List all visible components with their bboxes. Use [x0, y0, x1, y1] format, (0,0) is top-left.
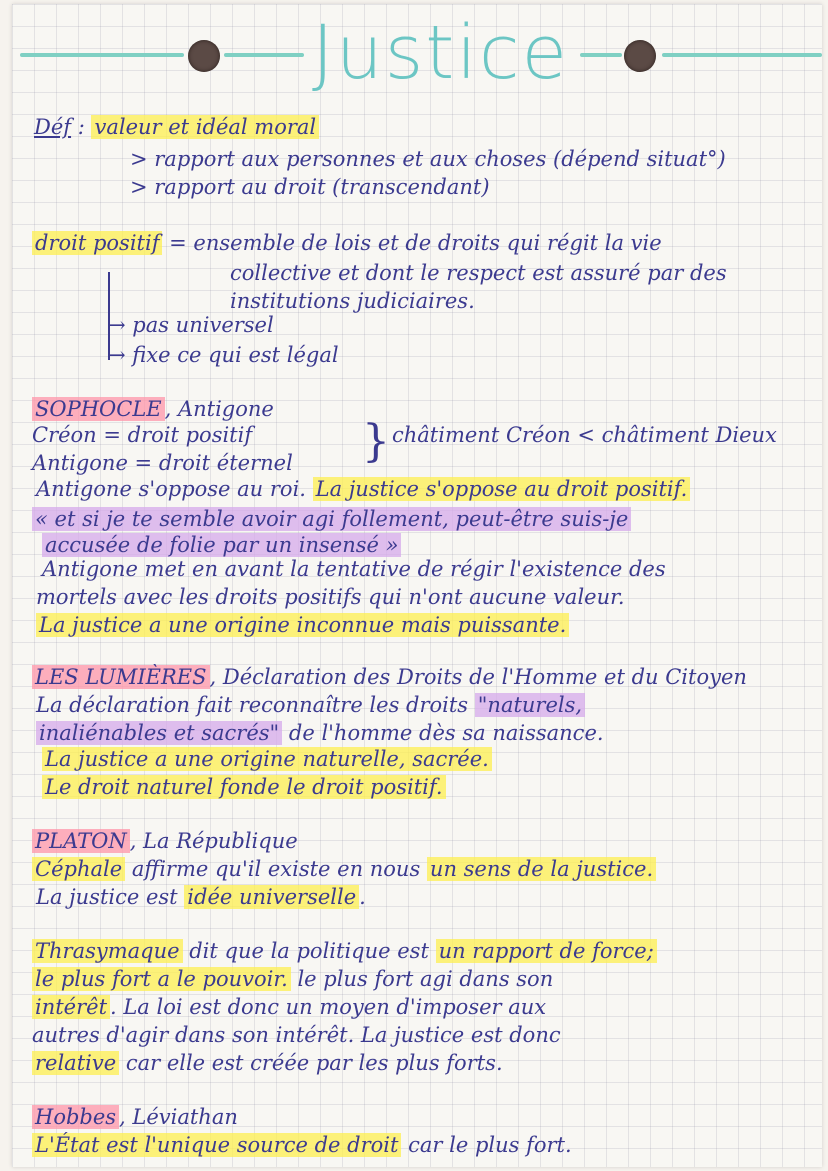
- line-segment: La justice s'oppose au droit positif.: [313, 477, 691, 501]
- line-segment: un rapport de force;: [436, 939, 657, 963]
- line-t1: [32, 938, 657, 964]
- line-segment: Le droit naturel fonde le droit positif.: [42, 775, 446, 799]
- line-s7: [42, 556, 666, 582]
- line-segment: idée universelle: [184, 885, 359, 909]
- line-h2: [32, 1132, 572, 1158]
- line-segment: accusée de folie par un insensé »: [42, 533, 401, 557]
- line-segment: Antigone s'oppose au roi.: [36, 477, 313, 501]
- line-segment: > rapport aux personnes et aux choses (dépend situat°): [130, 147, 726, 171]
- title-rule-right: [662, 53, 822, 57]
- line-def: [34, 114, 319, 140]
- line-segment: .: [359, 885, 366, 909]
- title-rule-left: [20, 53, 184, 57]
- line-segment: LES LUMIÈRES: [32, 665, 210, 689]
- line-s8: [36, 584, 625, 610]
- line-p2: [32, 856, 656, 882]
- line-segment: , Déclaration des Droits de l'Homme et du Citoyen: [209, 665, 747, 689]
- line-t3: [32, 994, 546, 1020]
- line-l2: [36, 692, 585, 718]
- line-segment: inaliénables et sacrés": [36, 721, 282, 745]
- notebook-page: [12, 4, 822, 1167]
- line-segment: La justice a une origine naturelle, sacrée.: [42, 747, 492, 771]
- line-dp2: [230, 260, 727, 286]
- punch-hole-left: [188, 40, 220, 72]
- line-segment: le plus fort agi dans son: [290, 967, 554, 991]
- line-segment: Thrasymaque: [32, 939, 183, 963]
- line-segment: valeur et idéal moral: [91, 115, 319, 139]
- line-segment: "naturels,: [475, 693, 585, 717]
- punch-hole-right: [624, 40, 656, 72]
- line-segment: :: [71, 115, 92, 139]
- line-segment: La justice est: [36, 885, 185, 909]
- line-segment: . La loi est donc un moyen d'imposer aux: [110, 995, 547, 1019]
- line-t5: [32, 1050, 503, 1076]
- line-p1: [32, 828, 298, 854]
- line-h1: [32, 1104, 238, 1130]
- line-dp5: [108, 342, 339, 368]
- line-dp4: [108, 312, 274, 338]
- line-segment: autres d'agir dans son intérêt. La justice est donc: [32, 1023, 561, 1047]
- line-segment: Hobbes: [32, 1105, 119, 1129]
- line-segment: , Léviathan: [119, 1105, 238, 1129]
- line-segment: un sens de la justice.: [427, 857, 656, 881]
- line-segment: de l'homme dès sa naissance.: [282, 721, 604, 745]
- line-segment: → pas universel: [108, 313, 274, 337]
- line-segment: relative: [32, 1051, 119, 1075]
- line-segment: affirme qu'il existe en nous: [125, 857, 427, 881]
- line-segment: Céphale: [32, 857, 125, 881]
- line-s2: [32, 422, 252, 448]
- line-dp1: [32, 230, 662, 256]
- line-segment: institutions judiciaires.: [230, 289, 475, 313]
- line-l3: [36, 720, 604, 746]
- line-segment: car le plus fort.: [401, 1133, 572, 1157]
- line-segment: , La République: [129, 829, 298, 853]
- line-segment: mortels avec les droits positifs qui n'ont aucune valeur.: [36, 585, 625, 609]
- line-s3: [32, 450, 293, 476]
- line-l4: [42, 746, 492, 772]
- line-segment: « et si je te semble avoir agi follement, peut-être suis-je: [32, 507, 631, 531]
- line-s5: [32, 506, 631, 532]
- line-l5: [42, 774, 446, 800]
- page-title: Justice: [312, 10, 570, 96]
- line-s2b: [392, 422, 777, 448]
- line-segment: → fixe ce qui est légal: [108, 343, 339, 367]
- title-rule-mid-left: [224, 53, 304, 57]
- line-s1: [32, 396, 274, 422]
- line-segment: La déclaration fait reconnaître les droits: [36, 693, 475, 717]
- line-segment: collective et dont le respect est assuré par des: [230, 261, 727, 285]
- line-dp3: [230, 288, 475, 314]
- line-segment: Antigone = droit éternel: [32, 451, 293, 475]
- brace: }: [362, 416, 390, 467]
- line-segment: dit que la politique est: [182, 939, 436, 963]
- line-segment: SOPHOCLE: [32, 397, 165, 421]
- line-segment: droit positif: [32, 231, 162, 255]
- line-segment: La justice a une origine inconnue mais puissante.: [36, 613, 569, 637]
- line-segment: , Antigone: [164, 397, 274, 421]
- title-rule-mid-right: [580, 53, 622, 57]
- line-s9: [36, 612, 569, 638]
- line-segment: PLATON: [32, 829, 130, 853]
- line-l1: [32, 664, 747, 690]
- line-segment: Créon = droit positif: [32, 423, 253, 447]
- line-p3: [36, 884, 366, 910]
- line-def1: [130, 146, 726, 172]
- line-s6: [42, 532, 401, 558]
- line-segment: intérêt: [32, 995, 110, 1019]
- line-t4: [32, 1022, 561, 1048]
- line-segment: = ensemble de lois et de droits qui régit la vie: [162, 231, 662, 255]
- line-segment: L'État est l'unique source de droit: [32, 1133, 401, 1157]
- line-segment: car elle est créée par les plus forts.: [119, 1051, 503, 1075]
- line-segment: châtiment Créon < châtiment Dieux: [392, 423, 777, 447]
- line-segment: le plus fort a le pouvoir.: [32, 967, 291, 991]
- line-t2: [32, 966, 553, 992]
- line-segment: > rapport au droit (transcendant): [130, 175, 490, 199]
- line-s4: [36, 476, 690, 502]
- line-segment: Déf: [34, 115, 72, 139]
- line-segment: Antigone met en avant la tentative de régir l'existence des: [42, 557, 666, 581]
- line-def2: [130, 174, 490, 200]
